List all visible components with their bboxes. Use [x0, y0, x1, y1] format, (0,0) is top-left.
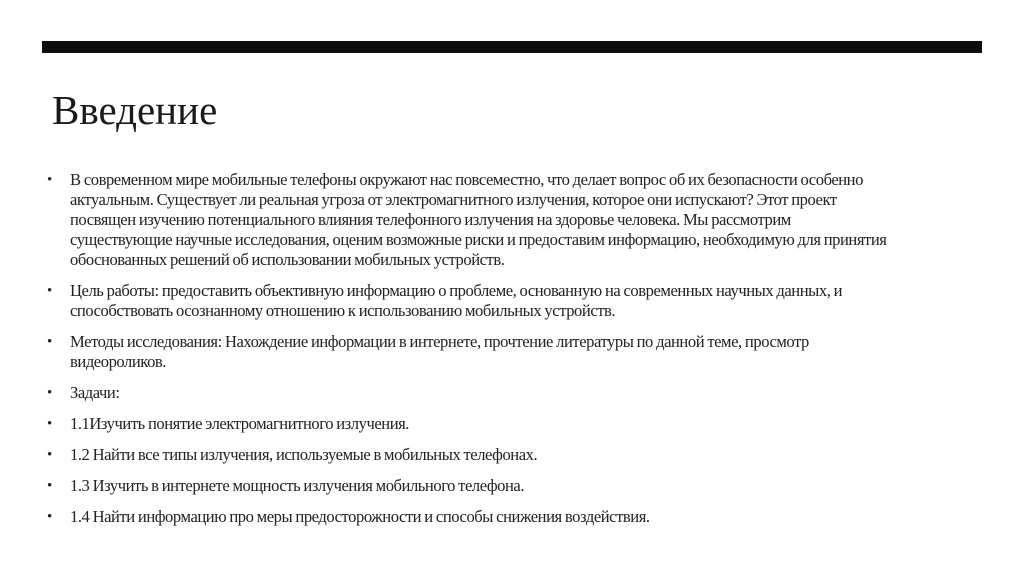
bullet-text-line: 1.1Изучить понятие электромагнитного излучения.	[70, 414, 410, 433]
bullet-text-line: Задачи:	[70, 383, 120, 402]
header-bar	[42, 41, 982, 53]
bullet-marker: •	[47, 447, 53, 463]
bullet-marker: •	[47, 509, 53, 525]
bullet-item	[47, 476, 977, 496]
bullet-item	[47, 383, 977, 403]
bullet-item	[47, 332, 977, 372]
bullet-marker: •	[47, 172, 53, 188]
bullet-marker: •	[47, 283, 53, 299]
slide-title: Введение	[52, 87, 218, 133]
bullet-text-line: 1.3 Изучить в интернете мощность излучения мобильного телефона.	[70, 476, 525, 495]
bullet-marker: •	[47, 385, 53, 401]
bullet-item	[47, 507, 977, 527]
bullet-text-line: В современном мире мобильные телефоны окружают нас повсеместно, что делает вопрос об их безопасности особенно	[70, 170, 863, 189]
bullet-item	[47, 414, 977, 434]
bullet-text-line: посвящен изучению потенциального влияния телефонного излучения на здоровье человека. Мы рассмотрим	[70, 210, 791, 229]
bullet-text-line: способствовать осознанному отношению к использованию мобильных устройств.	[70, 301, 616, 320]
bullet-marker: •	[47, 334, 53, 350]
bullet-list	[47, 170, 977, 538]
bullet-text-line: актуальным. Существует ли реальная угроза от электромагнитного излучения, которое они испускают? Этот проект	[70, 190, 837, 209]
bullet-text-line: видеороликов.	[70, 352, 167, 371]
bullet-item	[47, 445, 977, 465]
bullet-item	[47, 170, 977, 270]
bullet-text-line: Цель работы: предоставить объективную информацию о проблеме, основанную на современных научных данных, и	[70, 281, 843, 300]
bullet-text-line: существующие научные исследования, оценим возможные риски и предоставим информацию, необходимую для принятия	[70, 230, 887, 249]
bullet-marker: •	[47, 416, 53, 432]
bullet-marker: •	[47, 478, 53, 494]
bullet-text-line: 1.2 Найти все типы излучения, используемые в мобильных телефонах.	[70, 445, 538, 464]
bullet-text-line: обоснованных решений об использовании мобильных устройств.	[70, 250, 505, 269]
bullet-text-line: Методы исследования: Нахождение информации в интернете, прочтение литературы по данной теме, просмотр	[70, 332, 809, 351]
bullet-item	[47, 281, 977, 321]
bullet-text-line: 1.4 Найти информацию про меры предосторожности и способы снижения воздействия.	[70, 507, 650, 526]
